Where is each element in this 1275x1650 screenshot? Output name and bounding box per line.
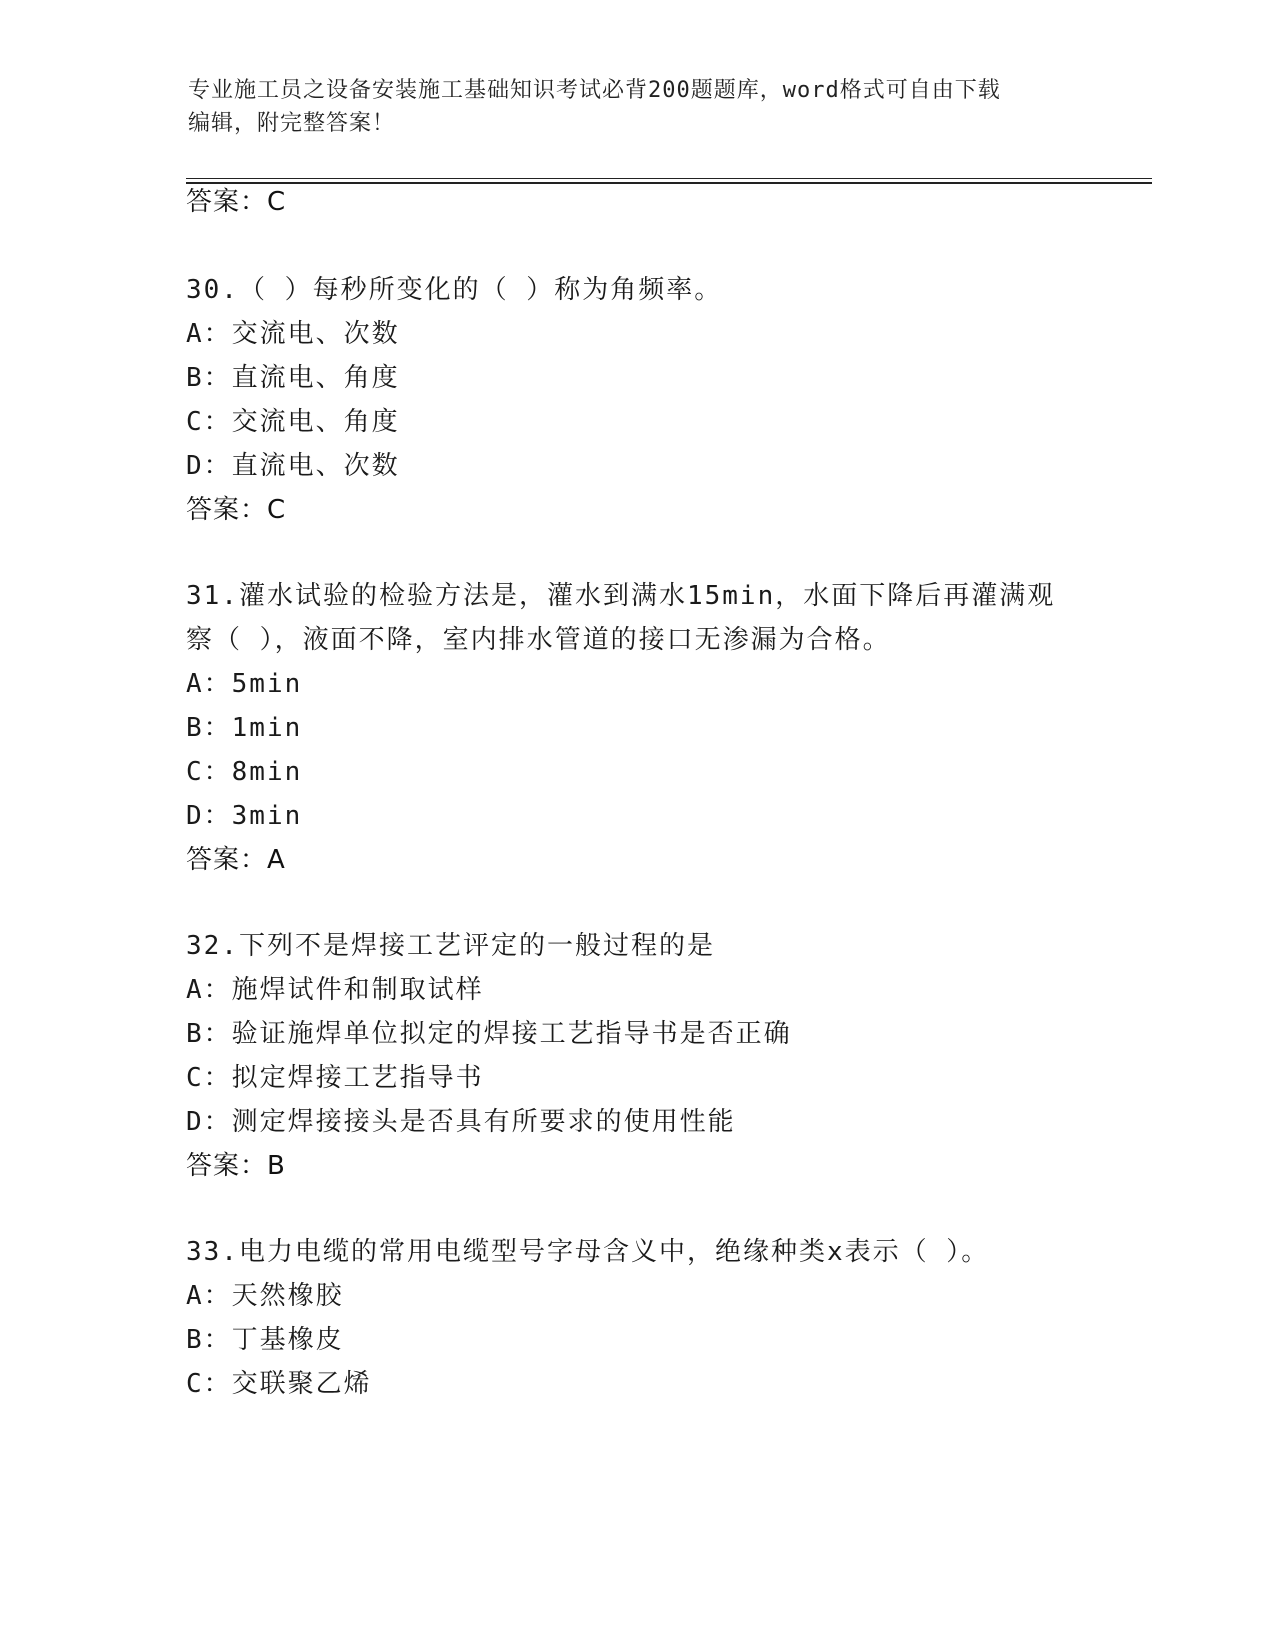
question-33-text: 33.电力电缆的常用电缆型号字母含义中，绝缘种类x表示（ ）。 xyxy=(186,1237,990,1267)
question-31-text-line-2: 察（ ），液面不降，室内排水管道的接口无渗漏为合格。 xyxy=(186,625,891,655)
question-32-answer: 答案：B xyxy=(186,1151,286,1181)
question-30-option-a: A：交流电、次数 xyxy=(186,319,400,349)
question-30-text: 30.（ ）每秒所变化的（ ）称为角频率。 xyxy=(186,275,723,305)
question-33-option-b: B：丁基橡皮 xyxy=(186,1325,344,1355)
header-divider-thick xyxy=(186,182,1152,184)
question-30-answer: 答案：C xyxy=(186,495,287,525)
header-line-2: 编辑，附完整答案！ xyxy=(188,111,396,136)
question-31-option-c: C：8min xyxy=(186,757,303,787)
document-header xyxy=(188,74,1068,140)
question-31-text-line-1: 31.灌水试验的检验方法是，灌水到满水15min，水面下降后再灌满观 xyxy=(186,581,1056,611)
question-31-option-d: D：3min xyxy=(186,801,303,831)
question-31-option-b: B：1min xyxy=(186,713,303,743)
question-33-option-a: A：天然橡胶 xyxy=(186,1281,344,1311)
question-33-option-c: C：交联聚乙烯 xyxy=(186,1369,372,1399)
question-30-option-d: D：直流电、次数 xyxy=(186,451,400,481)
question-31-answer: 答案：A xyxy=(186,845,286,875)
question-32-text: 32.下列不是焊接工艺评定的一般过程的是 xyxy=(186,931,715,961)
question-32-option-b: B：验证施焊单位拟定的焊接工艺指导书是否正确 xyxy=(186,1019,792,1049)
header-line-1: 专业施工员之设备安装施工基础知识考试必背200题题库，word格式可自由下载 xyxy=(188,78,1001,103)
previous-answer: 答案：C xyxy=(186,187,287,217)
header-divider-thin xyxy=(186,178,1152,179)
question-30-option-b: B：直流电、角度 xyxy=(186,363,400,393)
question-31-option-a: A：5min xyxy=(186,669,303,699)
question-32-option-c: C：拟定焊接工艺指导书 xyxy=(186,1063,484,1093)
question-30-option-c: C：交流电、角度 xyxy=(186,407,400,437)
question-32-option-d: D：测定焊接接头是否具有所要求的使用性能 xyxy=(186,1107,736,1137)
question-32-option-a: A：施焊试件和制取试样 xyxy=(186,975,484,1005)
